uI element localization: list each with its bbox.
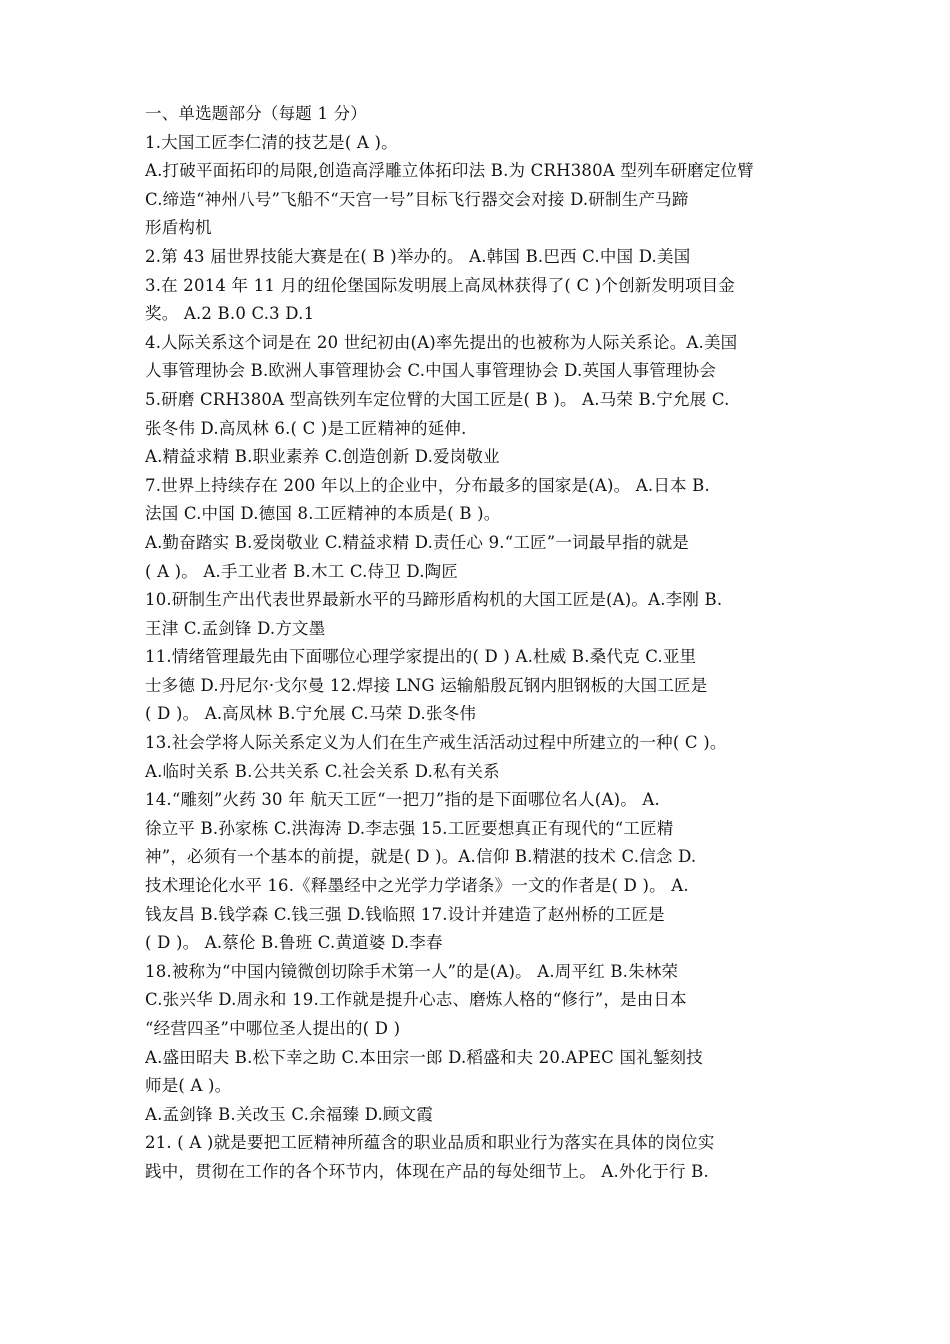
question-20-options: A.孟剑锋 B.关改玉 C.余福臻 D.顾文霞 xyxy=(145,1104,434,1124)
question-2: 2.第 43 届世界技能大赛是在( B )举办的。 A.韩国 B.巴西 C.中国 D.美国 xyxy=(145,246,691,266)
question-10: 10.研制生产出代表世界最新水平的马蹄形盾构机的大国工匠是(A)。A.李刚 B. xyxy=(145,590,723,610)
question-1-options: A.打破平面拓印的局限,创造高浮雕立体拓印法 B.为 CRH380A 型列车研磨定位臂 xyxy=(145,161,754,181)
question-21: 21. ( A )就是要把工匠精神所蕴含的职业品质和职业行为落实在具体的岗位实 xyxy=(145,1133,715,1153)
question-4-options: 人事管理协会 B.欧洲人事管理协会 C.中国人事管理协会 D.英国人事管理协会 xyxy=(145,361,717,381)
question-13: 13.社会学将人际关系定义为人们在生产戒生活活动过程中所建立的一种( C )。 xyxy=(145,733,727,753)
question-5-6: 张冬伟 D.高凤林 6.( C )是工匠精神的延伸. xyxy=(145,418,467,438)
question-14-15: 徐立平 B.孙家栋 C.洪海涛 D.李志强 15.工匠要想真正有现代的“工匠精 xyxy=(145,818,674,838)
question-8-9: A.勤奋踏实 B.爱岗敬业 C.精益求精 D.责任心 9.“工匠”一词最早指的就是 xyxy=(145,532,689,552)
question-21-options: 践中，贯彻在工作的各个环节内，体现在产品的每处细节上。 A.外化于行 B. xyxy=(145,1161,709,1181)
question-15-16: 技术理论化水平 16.《释墨经中之光学力学诸条》一文的作者是( D )。 A. xyxy=(145,876,689,896)
question-7: 7.世界上持续存在 200 年以上的企业中，分布最多的国家是(A)。 A.日本 B. xyxy=(145,475,710,495)
question-19: “经营四圣”中哪位圣人提出的( D ) xyxy=(145,1019,401,1038)
question-18: 18.被称为“中国内镜微创切除手术第一人”的是(A)。 A.周平红 B.朱林荣 xyxy=(145,961,679,981)
section-heading: 一、单选题部分（每题 1 分） xyxy=(145,104,367,123)
question-1: 1.大国工匠李仁清的技艺是( A )。 xyxy=(145,132,398,152)
question-10-options: 王津 C.孟剑锋 D.方文墨 xyxy=(145,618,326,638)
question-6-options: A.精益求精 B.职业素养 C.创造创新 D.爱岗敬业 xyxy=(145,447,500,467)
question-3-options: 奖。 A.2 B.0 C.3 D.1 xyxy=(145,304,315,324)
question-19-20: A.盛田昭夫 B.松下幸之助 C.本田宗一郎 D.稻盛和夫 20.APEC 国礼錾刻技 xyxy=(145,1047,703,1067)
document-body xyxy=(145,100,813,1187)
question-12-options: ( D )。 A.高凤林 B.宁允展 C.马荣 D.张冬伟 xyxy=(145,704,477,724)
question-16-17: 钱友昌 B.钱学森 C.钱三强 D.钱临照 17.设计并建造了赵州桥的工匠是 xyxy=(145,904,665,924)
question-18-19: C.张兴华 D.周永和 19.工作就是提升心志、磨炼人格的“修行”，是由日本 xyxy=(145,990,687,1010)
question-4: 4.人际关系这个词是在 20 世纪初由(A)率先提出的也被称为人际关系论。A.美国 xyxy=(145,332,738,352)
question-1-options: C.缔造“神州八号”飞船不“天宫一号”目标飞行器交会对接 D.研制生产马蹄 xyxy=(145,189,689,209)
question-9-options: ( A )。 A.手工业者 B.木工 C.侍卫 D.陶匠 xyxy=(145,561,459,581)
question-14: 14.“雕刻”火药 30 年 航天工匠“一把刀”指的是下面哪位名人(A)。 A. xyxy=(145,790,660,810)
question-7-8: 法国 C.中国 D.德国 8.工匠精神的本质是( B )。 xyxy=(145,504,501,524)
question-20: 师是( A )。 xyxy=(145,1076,232,1096)
question-5: 5.研磨 CRH380A 型高铁列车定位臂的大国工匠是( B )。 A.马荣 B.宁允展 C. xyxy=(145,389,730,409)
question-11: 11.情绪管理最先由下面哪位心理学家提出的( D ) A.杜威 B.桑代克 C.亚里 xyxy=(145,647,697,667)
question-1-options: 形盾构机 xyxy=(145,218,212,238)
question-15-options: 神”，必须有一个基本的前提，就是( D )。A.信仰 B.精湛的技术 C.信念 D. xyxy=(145,847,697,867)
question-13-options: A.临时关系 B.公共关系 C.社会关系 D.私有关系 xyxy=(145,761,500,781)
question-17-options: ( D )。 A.蔡伦 B.鲁班 C.黄道婆 D.李春 xyxy=(145,933,443,953)
question-11-12: 士多德 D.丹尼尔·戈尔曼 12.焊接 LNG 运输船殷瓦钢内胆钢板的大国工匠是 xyxy=(145,675,708,695)
question-3: 3.在 2014 年 11 月的纽伦堡国际发明展上高凤林获得了( C )个创新发明项目金 xyxy=(145,275,735,295)
